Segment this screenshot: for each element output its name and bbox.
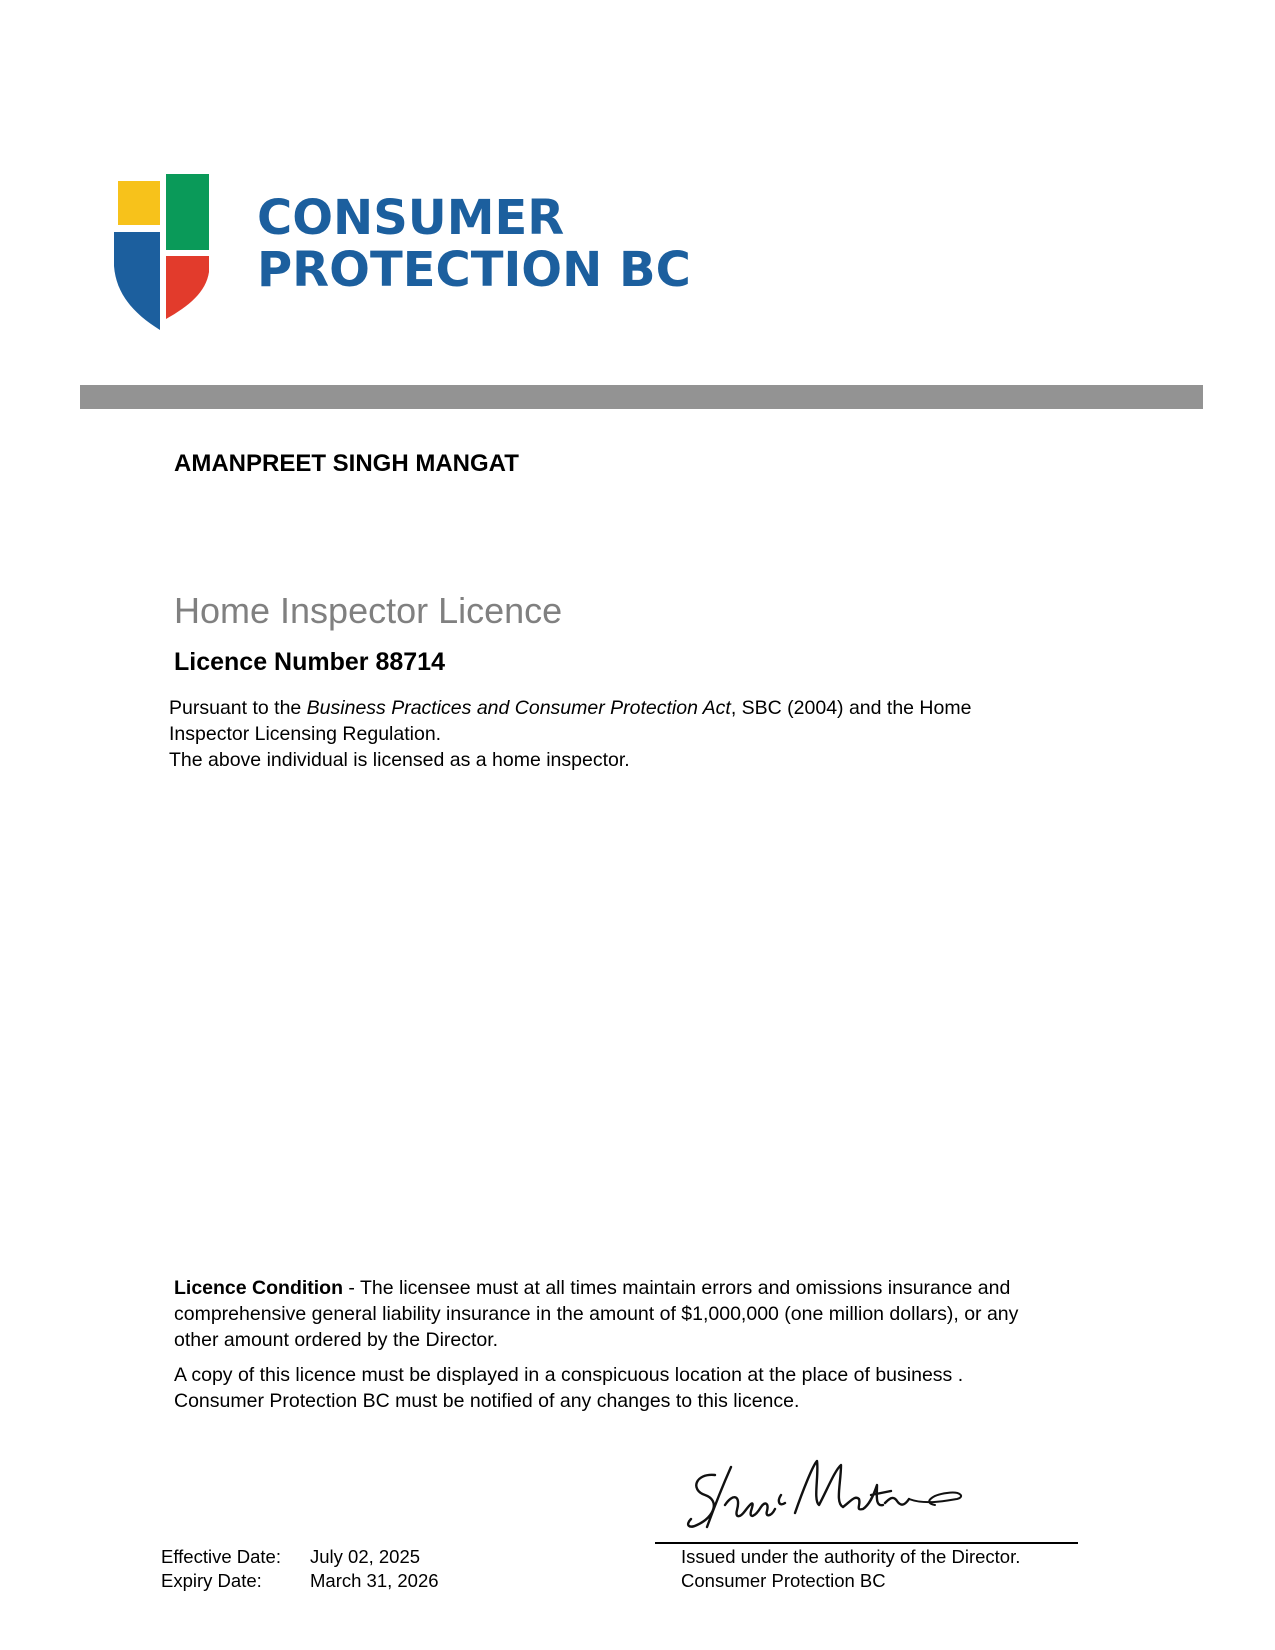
effective-date-label: Effective Date: bbox=[161, 1546, 281, 1567]
expiry-date-row bbox=[161, 1569, 439, 1593]
logo-wordmark bbox=[257, 192, 691, 296]
licence-type-title: Home Inspector Licence bbox=[174, 590, 563, 631]
shield-logo-icon bbox=[114, 174, 216, 334]
authority-paragraph bbox=[169, 695, 1049, 747]
effective-date-row bbox=[161, 1545, 439, 1569]
issuer-organization: Consumer Protection BC bbox=[681, 1570, 886, 1591]
authority-suffix: , SBC (2004) and the Home Inspector Licensing Regulation. bbox=[169, 697, 972, 745]
licence-condition bbox=[174, 1275, 1034, 1353]
issuer-block bbox=[681, 1545, 1020, 1593]
shield-red-quadrant bbox=[166, 256, 209, 319]
condition-text: - The licensee must at all times maintain errors and omissions insurance and comprehensive general liability insurance in the amount of $1,000,000 (one million dollars), or any other amount ordered by the Director. bbox=[174, 1277, 1019, 1351]
licence-dates bbox=[161, 1545, 439, 1593]
authority-statement bbox=[169, 695, 1049, 773]
logo-line-1: CONSUMER bbox=[257, 190, 565, 246]
condition-paragraph bbox=[174, 1275, 1034, 1353]
act-title: Business Practices and Consumer Protection Act bbox=[306, 697, 731, 719]
licence-number: Licence Number 88714 bbox=[174, 648, 445, 676]
licensee-name: AMANPREET SINGH MANGAT bbox=[174, 450, 519, 477]
authority-prefix: Pursuant to the bbox=[169, 697, 307, 719]
condition-label: Licence Condition bbox=[174, 1277, 344, 1299]
shield-yellow-quadrant bbox=[118, 181, 160, 225]
issuer-authority: Issued under the authority of the Director. bbox=[681, 1546, 1021, 1567]
header-divider-bar bbox=[80, 385, 1203, 409]
expiry-date-label: Expiry Date: bbox=[161, 1570, 262, 1591]
changes-notice: Consumer Protection BC must be notified of any changes to this licence. bbox=[174, 1390, 800, 1412]
shield-green-quadrant bbox=[166, 174, 209, 250]
consumer-protection-bc-logo bbox=[114, 174, 691, 334]
shield-blue-quadrant bbox=[114, 232, 160, 330]
licensed-statement: The above individual is licensed as a home inspector. bbox=[169, 749, 630, 771]
display-notice: A copy of this licence must be displayed in a conspicuous location at the place of business . bbox=[174, 1364, 964, 1386]
signature-line bbox=[655, 1542, 1078, 1544]
effective-date-value: July 02, 2025 bbox=[310, 1546, 421, 1567]
logo-line-2: PROTECTION BC bbox=[257, 242, 691, 298]
director-signature bbox=[685, 1455, 975, 1535]
expiry-date-value: March 31, 2026 bbox=[310, 1570, 439, 1591]
licence-notice bbox=[174, 1362, 1054, 1414]
